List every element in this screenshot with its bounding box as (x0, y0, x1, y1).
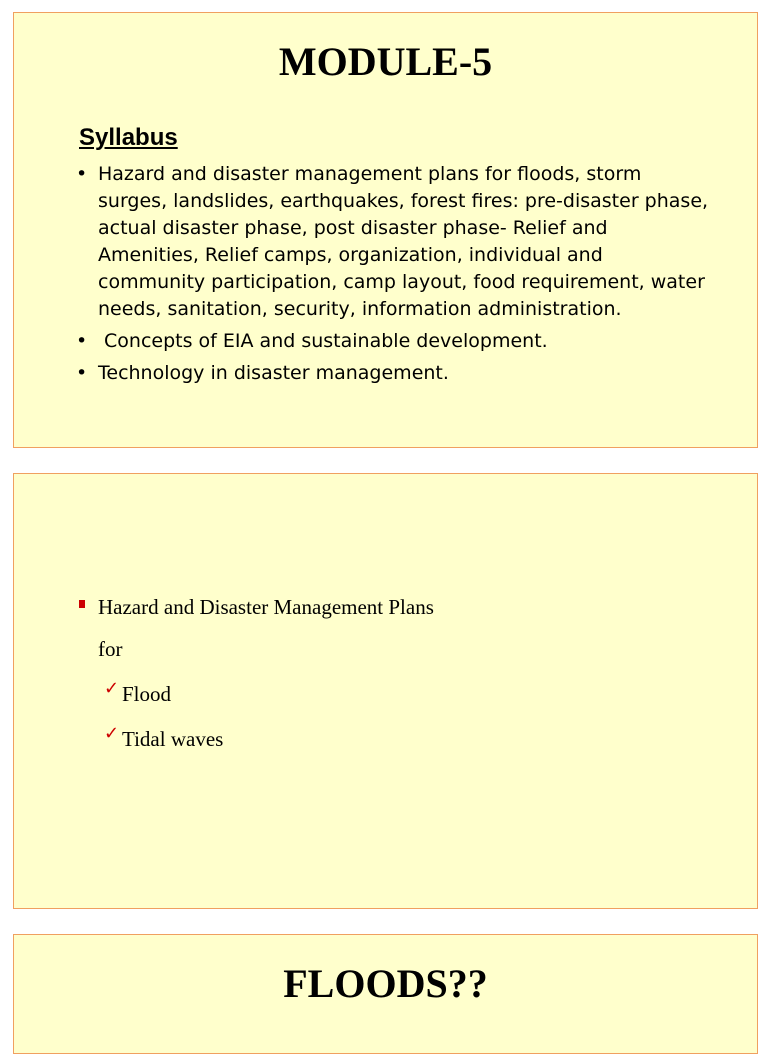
plans-block (79, 592, 434, 754)
bullet-icon: • (76, 362, 88, 384)
bullet-icon: • (76, 330, 88, 352)
checklist-item (79, 724, 434, 754)
plans-continuation: for (98, 637, 123, 661)
list-item-text: Technology in disaster management. (98, 362, 449, 384)
slide-floods (13, 934, 758, 1054)
plans-main-text: Hazard and Disaster Management Plans (98, 595, 434, 619)
list-item (74, 360, 714, 387)
syllabus-heading: Syllabus (79, 124, 178, 151)
list-item (74, 161, 714, 323)
slide-module-5 (13, 12, 758, 448)
slide-management-plans (13, 473, 758, 909)
checklist-item-label: Flood (122, 682, 172, 706)
square-bullet-icon (79, 600, 85, 608)
list-item-text: Hazard and disaster management plans for floods, storm surges, landslides, earthquakes, forest fires: pre-disaster phase, actual disaster phase, post disaster phase- Relief and Amenities, Relief camps, organization, individual and community participation, camp layout, food requirement, water needs, sanitation, security, information administration. (98, 163, 709, 320)
checklist-item (79, 679, 434, 709)
slide-title: MODULE-5 (278, 39, 493, 84)
slide-title: FLOODS?? (283, 961, 488, 1006)
plans-main-item (79, 592, 434, 622)
syllabus-list (74, 161, 714, 392)
checklist-item-label: Tidal waves (122, 727, 224, 751)
list-item-text: Concepts of EIA and sustainable development. (98, 330, 548, 352)
checkmark-icon: ✓ (104, 678, 120, 699)
list-item (74, 328, 714, 355)
bullet-icon: • (76, 163, 88, 185)
checkmark-icon: ✓ (104, 723, 120, 744)
